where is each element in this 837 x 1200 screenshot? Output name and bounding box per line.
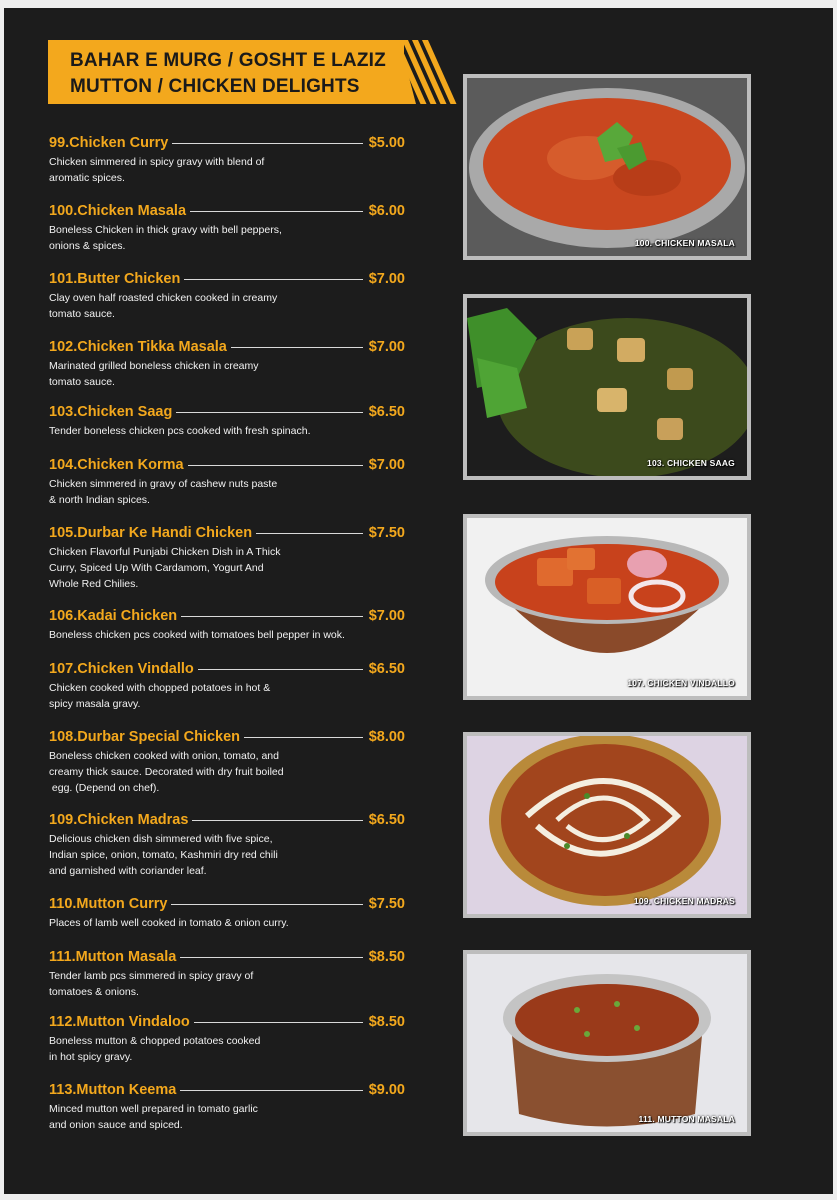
menu-item: [49, 659, 405, 712]
chicken-madras-illustration: [467, 736, 747, 914]
menu-item-header: [49, 523, 405, 543]
menu-item-description: [49, 1101, 319, 1133]
leader-line: [198, 669, 363, 670]
menu-item-price: $8.00: [368, 729, 405, 745]
description-line: Tender lamb pcs simmered in spicy gravy of: [49, 970, 254, 982]
leader-line: [190, 211, 363, 212]
menu-item: [49, 269, 405, 322]
menu-item-description: [49, 831, 319, 879]
menu-item-name: 102.Chicken Tikka Masala: [49, 339, 227, 355]
menu-item-price: $6.50: [368, 812, 405, 828]
menu-item-description: [49, 154, 319, 186]
dish-photo-image: [467, 736, 747, 914]
menu-item: [49, 402, 405, 439]
menu-item: [49, 606, 405, 643]
description-line: Places of lamb well cooked in tomato & onion curry.: [49, 917, 289, 929]
photo-caption: 103. CHICKEN SAAG: [647, 458, 735, 468]
chicken-masala-illustration: [467, 78, 747, 256]
menu-item-header: [49, 894, 405, 914]
description-line: tomatoes & onions.: [49, 986, 139, 998]
leader-line: [171, 904, 362, 905]
menu-item: [49, 894, 405, 931]
photo-caption: 109. CHICKEN MADRAS: [633, 896, 735, 906]
menu-item-price: $8.50: [368, 949, 405, 965]
leader-line: [192, 820, 362, 821]
menu-item-header: [49, 659, 405, 679]
menu-item-name: 109.Chicken Madras: [49, 812, 189, 828]
dish-photo: [463, 950, 751, 1136]
dish-photo: [463, 514, 751, 700]
menu-item-description: [49, 476, 319, 508]
menu-item: [49, 523, 405, 592]
dish-photo-image: [467, 518, 747, 696]
description-line: and garnished with coriander leaf.: [49, 865, 207, 877]
menu-item-description: [49, 544, 319, 592]
description-line: creamy thick sauce. Decorated with dry fruit boiled: [49, 766, 284, 778]
menu-item-description: [49, 680, 319, 712]
menu-item-name: 104.Chicken Korma: [49, 457, 184, 473]
menu-item-header: [49, 1012, 405, 1032]
dish-photo-image: [467, 954, 747, 1132]
leader-line: [244, 737, 363, 738]
leader-line: [180, 1090, 362, 1091]
description-line: & north Indian spices.: [49, 494, 150, 506]
description-line: in hot spicy gravy.: [49, 1051, 133, 1063]
chicken-vindallo-illustration: [467, 518, 747, 696]
description-line: Boneless mutton & chopped potatoes cooked: [49, 1035, 261, 1047]
description-line: egg. (Depend on chef).: [49, 782, 160, 794]
menu-item: [49, 337, 405, 390]
menu-item: [49, 455, 405, 508]
menu-item-description: [49, 358, 319, 390]
menu-item-name: 100.Chicken Masala: [49, 203, 187, 219]
description-line: Chicken simmered in gravy of cashew nuts paste: [49, 478, 278, 490]
menu-item-description: [49, 222, 319, 254]
dish-photo: [463, 732, 751, 918]
menu-item-description: [49, 290, 319, 322]
chicken-saag-illustration: [467, 298, 747, 476]
description-line: Delicious chicken dish simmered with five spice,: [49, 833, 273, 845]
section-title-line1: BAHAR E MURG / GOSHT E LAZIZ: [70, 50, 386, 71]
leader-line: [172, 143, 362, 144]
menu-item-name: 108.Durbar Special Chicken: [49, 729, 240, 745]
description-line: tomato sauce.: [49, 308, 115, 320]
description-line: Boneless chicken cooked with onion, tomato, and: [49, 750, 279, 762]
description-line: Boneless chicken pcs cooked with tomatoes bell pepper in wok.: [49, 629, 345, 641]
menu-item: [49, 727, 405, 796]
photo-caption: 111. MUTTON MASALA: [638, 1114, 735, 1124]
photo-caption: 100. CHICKEN MASALA: [634, 238, 735, 248]
leader-line: [194, 1022, 363, 1023]
menu-item-header: [49, 810, 405, 830]
menu-item-name: 105.Durbar Ke Handi Chicken: [49, 525, 253, 541]
menu-item-name: 107.Chicken Vindallo: [49, 661, 194, 677]
menu-item: [49, 810, 405, 879]
menu-item-description: [49, 423, 319, 439]
dish-photo: [463, 294, 751, 480]
menu-item-price: $7.00: [368, 457, 405, 473]
menu-item: [49, 133, 405, 186]
menu-item-header: [49, 201, 405, 221]
leader-line: [184, 279, 362, 280]
dish-photo: [463, 74, 751, 260]
menu-item-name: 101.Butter Chicken: [49, 271, 181, 287]
description-line: Boneless Chicken in thick gravy with bell peppers,: [49, 224, 282, 236]
menu-item-header: [49, 455, 405, 475]
description-line: Marinated grilled boneless chicken in creamy: [49, 360, 259, 372]
leader-line: [176, 412, 362, 413]
menu-item: [49, 947, 405, 1000]
menu-item-price: $6.50: [368, 661, 405, 677]
description-line: Chicken simmered in spicy gravy with blend of: [49, 156, 265, 168]
leader-line: [180, 957, 362, 958]
description-line: onions & spices.: [49, 240, 126, 252]
description-line: Clay oven half roasted chicken cooked in creamy: [49, 292, 278, 304]
menu-item-name: 111.Mutton Masala: [49, 949, 177, 965]
menu-item-price: $6.00: [368, 203, 405, 219]
menu-item-name: 99.Chicken Curry: [49, 135, 169, 151]
menu-item-price: $7.00: [368, 339, 405, 355]
menu-item-name: 103.Chicken Saag: [49, 404, 173, 420]
description-line: Chicken cooked with chopped potatoes in hot &: [49, 682, 271, 694]
menu-item-price: $5.00: [368, 135, 405, 151]
menu-item-description: [49, 627, 345, 643]
description-line: and onion sauce and spiced.: [49, 1119, 183, 1131]
menu-item-price: $8.50: [368, 1014, 405, 1030]
menu-item-name: 112.Mutton Vindaloo: [49, 1014, 190, 1030]
description-line: Chicken Flavorful Punjabi Chicken Dish in A Thick: [49, 546, 281, 558]
menu-item: [49, 1012, 405, 1065]
menu-item-header: [49, 133, 405, 153]
section-title: [70, 48, 400, 100]
dish-photo-image: [467, 78, 747, 256]
menu-item-header: [49, 269, 405, 289]
dish-photo-image: [467, 298, 747, 476]
menu-item-header: [49, 337, 405, 357]
menu-item-price: $7.00: [368, 271, 405, 287]
menu-item-description: [49, 1033, 319, 1065]
description-line: spicy masala gravy.: [49, 698, 141, 710]
leader-line: [231, 347, 363, 348]
photo-caption: 107. CHICKEN VINDALLO: [627, 678, 735, 688]
menu-item-header: [49, 727, 405, 747]
description-line: Curry, Spiced Up With Cardamom, Yogurt And: [49, 562, 264, 574]
description-line: aromatic spices.: [49, 172, 125, 184]
description-line: Whole Red Chilies.: [49, 578, 139, 590]
menu-item-price: $6.50: [368, 404, 405, 420]
menu-item-price: $7.50: [368, 525, 405, 541]
menu-item-header: [49, 402, 405, 422]
menu-item-price: $9.00: [368, 1082, 405, 1098]
description-line: Minced mutton well prepared in tomato garlic: [49, 1103, 258, 1115]
menu-item-name: 110.Mutton Curry: [49, 896, 168, 912]
menu-item-description: [49, 915, 319, 931]
section-title-line2: MUTTON / CHICKEN DELIGHTS: [70, 76, 360, 97]
leader-line: [181, 616, 363, 617]
leader-line: [188, 465, 363, 466]
menu-item-price: $7.50: [368, 896, 405, 912]
menu-item-description: [49, 968, 319, 1000]
leader-line: [256, 533, 363, 534]
menu-item-header: [49, 606, 405, 626]
description-line: Tender boneless chicken pcs cooked with fresh spinach.: [49, 425, 311, 437]
mutton-masala-illustration: [467, 954, 747, 1132]
menu-item-header: [49, 947, 405, 967]
menu-item-price: $7.00: [368, 608, 405, 624]
menu-item-description: [49, 748, 319, 796]
menu-item-header: [49, 1080, 405, 1100]
menu-item: [49, 1080, 405, 1133]
description-line: Indian spice, onion, tomato, Kashmiri dry red chili: [49, 849, 278, 861]
menu-item-name: 106.Kadai Chicken: [49, 608, 178, 624]
menu-item-name: 113.Mutton Keema: [49, 1082, 177, 1098]
description-line: tomato sauce.: [49, 376, 115, 388]
menu-item: [49, 201, 405, 254]
